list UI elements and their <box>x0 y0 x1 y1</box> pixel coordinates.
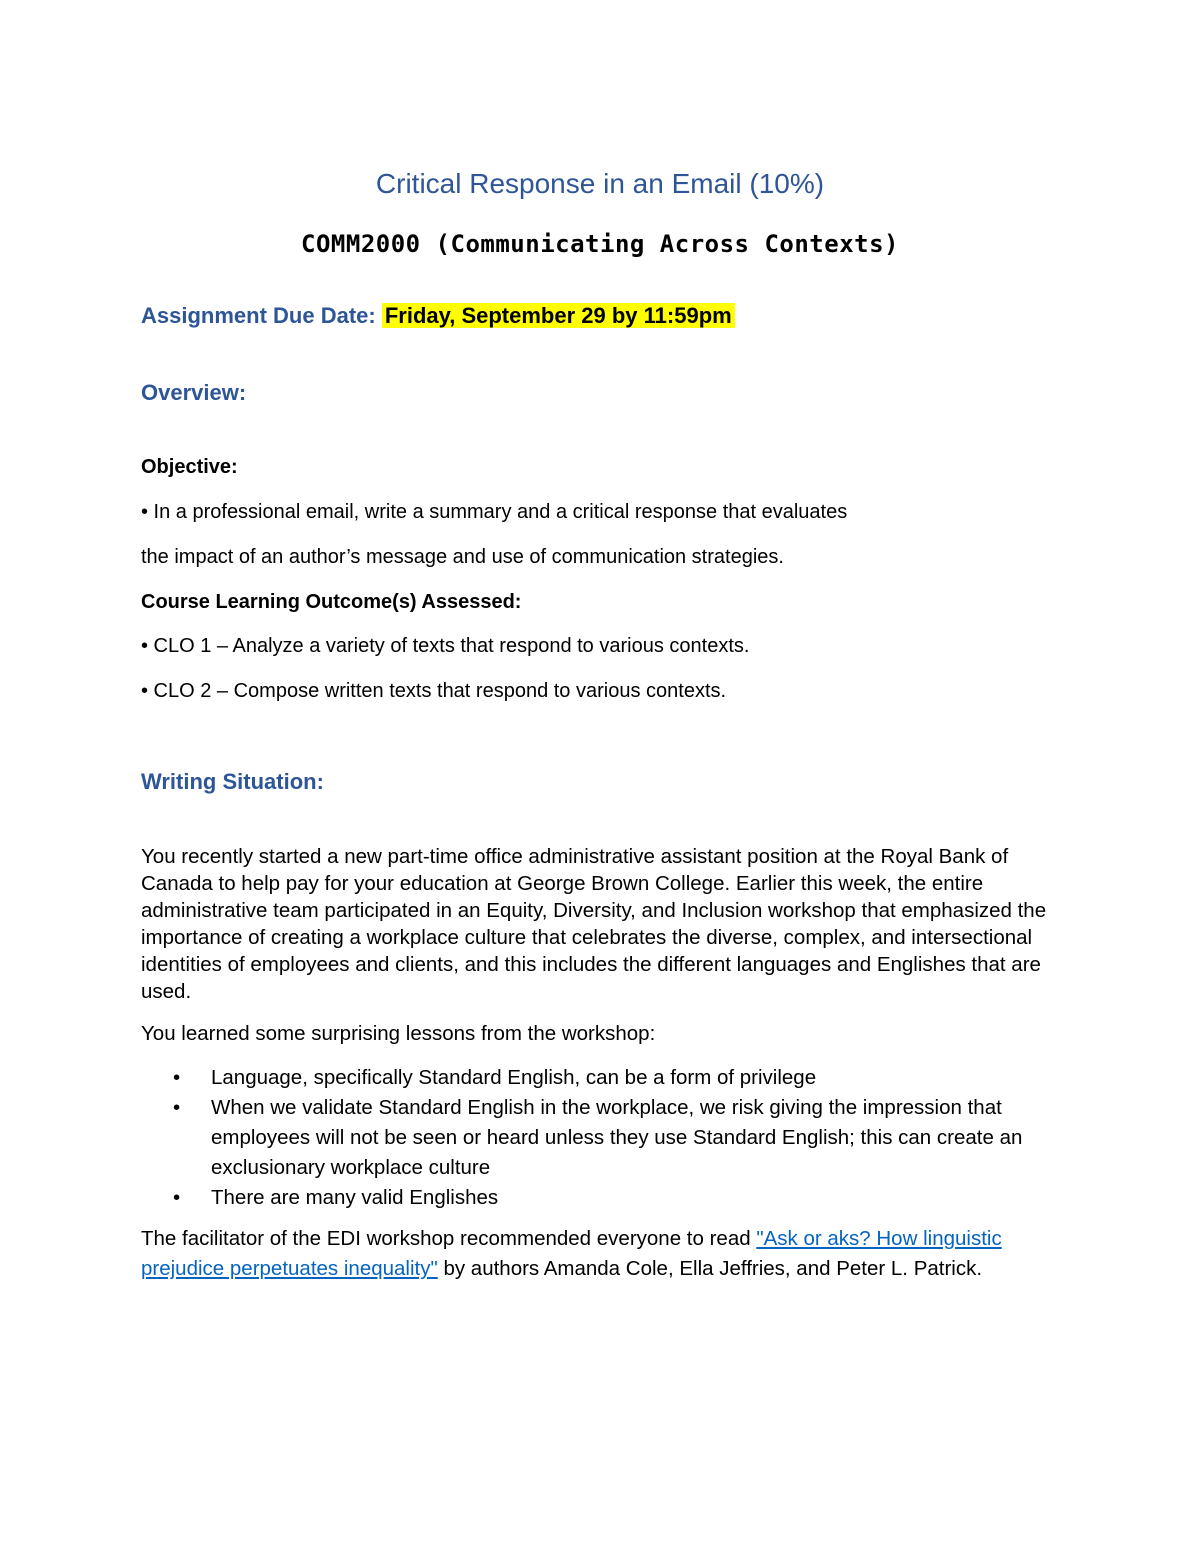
document-title: Critical Response in an Email (10%) <box>375 168 825 199</box>
clo-2: • CLO 2 – Compose written texts that respond to various contexts. <box>141 680 727 702</box>
clo-1: • CLO 1 – Analyze a variety of texts that respond to various contexts. <box>141 635 750 657</box>
writing-situation-paragraph: You recently started a new part-time office administrative assistant position at the Royal Bank of Canada to help pay for your education at George Brown College. Earlier this week, the entire administrative team participated in an Equity, Diversity, and Inclusion workshop that emphasized the importance of creating a workplace culture that celebrates the diverse, complex, and intersectional identities of employees and clients, and this includes the different languages and Englishes that are used. <box>141 845 1047 1003</box>
objective-line-1: • In a professional email, write a summary and a critical response that evaluates <box>141 501 848 523</box>
bullet-icon: • <box>173 1096 181 1119</box>
reading-suffix: by authors Amanda Cole, Ella Jeffries, and Peter L. Patrick. <box>437 1257 983 1280</box>
due-date-value: Friday, September 29 by 11:59pm <box>382 303 735 328</box>
reading-prefix: The facilitator of the EDI workshop recommended everyone to read <box>141 1227 757 1250</box>
list-item <box>141 1093 1061 1183</box>
due-date-label: Assignment Due Date: <box>141 303 376 328</box>
lesson-text: There are many valid Englishes <box>211 1186 499 1209</box>
lesson-text: When we validate Standard English in the workplace, we risk giving the impression that employees will not be seen or heard unless they use Standard English; this can create an exclusionary workplace culture <box>211 1096 1023 1179</box>
objective-label: Objective: <box>141 456 238 478</box>
writing-situation-heading: Writing Situation: <box>141 769 324 794</box>
lesson-text: Language, specifically Standard English, can be a form of privilege <box>211 1066 817 1089</box>
reading-recommendation <box>141 1224 1061 1284</box>
list-item <box>141 1063 1061 1093</box>
lessons-list <box>141 1063 1061 1213</box>
list-item <box>141 1183 1061 1213</box>
overview-heading: Overview: <box>141 380 247 405</box>
lessons-intro: You learned some surprising lessons from the workshop: <box>141 1022 656 1045</box>
bullet-icon: • <box>173 1066 181 1089</box>
article-link[interactable]: "Ask or aks? How linguistic prejudice perpetuates inequality" <box>141 1227 1002 1280</box>
due-date-line <box>141 300 735 332</box>
course-subtitle: COMM2000 (Communicating Across Contexts) <box>301 230 899 258</box>
clo-label: Course Learning Outcome(s) Assessed: <box>141 591 522 613</box>
objective-line-2: the impact of an author’s message and use of communication strategies. <box>141 546 784 568</box>
bullet-icon: • <box>173 1186 181 1209</box>
